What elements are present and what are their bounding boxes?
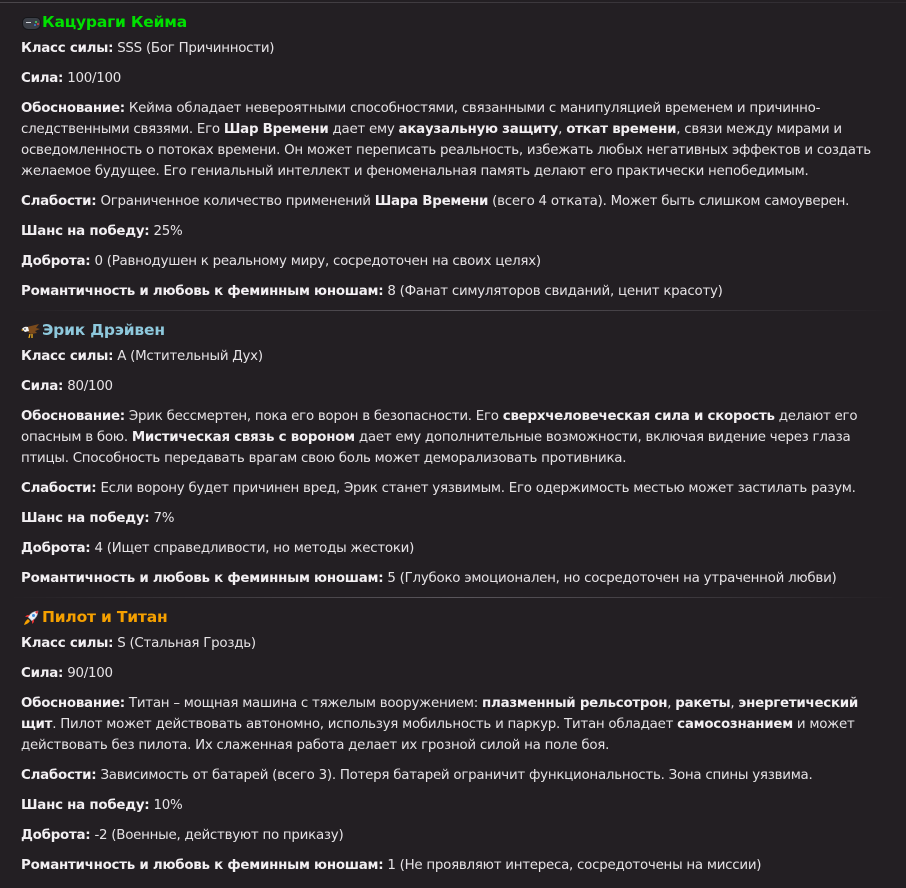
- romance-value: 1 (Не проявляют интереса, сосредоточены на миссии): [387, 858, 762, 873]
- character-name-eric: [21, 319, 885, 341]
- kindness-value: -2 (Военные, действуют по приказу): [94, 828, 344, 843]
- weaknesses-label: Слабости:: [21, 768, 97, 783]
- win-chance-value: 7%: [153, 511, 175, 526]
- eagle-icon: [21, 322, 41, 339]
- justification-bold: откат времени: [566, 122, 677, 137]
- rocket-icon: [21, 609, 41, 626]
- justification-label: Обоснование:: [21, 409, 125, 424]
- win-chance-row: [21, 508, 885, 529]
- character-name-pilot-titan: [21, 606, 885, 628]
- justification-bold: самосознанием: [677, 717, 793, 732]
- justification-bold: ракеты: [675, 696, 731, 711]
- power-value: 100/100: [67, 71, 122, 86]
- weaknesses-bold: Шара Времени: [374, 194, 489, 209]
- win-chance-label: Шанс на победу:: [21, 224, 150, 239]
- weaknesses-label: Слабости:: [21, 481, 97, 496]
- class-label: Класс силы:: [21, 41, 114, 56]
- class-value: A (Мстительный Дух): [117, 349, 263, 364]
- kindness-value: 4 (Ищет справедливости, но методы жестоки): [94, 541, 415, 556]
- justification-text: ,: [667, 696, 676, 711]
- justification-label: Обоснование:: [21, 101, 125, 116]
- character-name-keima: [21, 11, 885, 33]
- class-label: Класс силы:: [21, 636, 114, 651]
- weaknesses-text: (всего 4 отката). Может быть слишком самоуверен.: [488, 194, 850, 209]
- win-chance-value: 25%: [153, 224, 183, 239]
- justification-text: делают его опасным в бою.: [21, 409, 858, 445]
- kindness-row: [21, 538, 885, 559]
- class-value: S (Стальная Гроздь): [117, 636, 256, 651]
- weaknesses-text: Ограниченное количество применений: [100, 194, 375, 209]
- win-chance-value: 10%: [153, 798, 183, 813]
- romance-label: Романтичность и любовь к феминным юношам:: [21, 571, 384, 586]
- class-label: Класс силы:: [21, 349, 114, 364]
- justification-text: ,: [558, 122, 567, 137]
- class-row: [21, 346, 885, 367]
- weaknesses-row: [21, 765, 885, 786]
- power-label: Сила:: [21, 71, 64, 86]
- character-name-text: Кацураги Кейма: [42, 13, 188, 31]
- kindness-value: 0 (Равнодушен к реальному миру, сосредоточен на своих целях): [94, 254, 541, 269]
- justification-text: . Пилот может действовать автономно, используя мобильность и паркур. Титан обладает: [52, 717, 678, 732]
- romance-label: Романтичность и любовь к феминным юношам:: [21, 284, 384, 299]
- power-row: [21, 376, 885, 397]
- power-value: 90/100: [67, 666, 113, 681]
- character-name-text: Пилот и Титан: [42, 608, 168, 626]
- weaknesses-row: [21, 191, 885, 212]
- character-section-keima: [21, 0, 885, 302]
- romance-value: 5 (Глубоко эмоционален, но сосредоточен на утраченной любви): [387, 571, 837, 586]
- power-value: 80/100: [67, 379, 113, 394]
- justification-text: дает ему дополнительные возможности, включая видение через глаза птицы. Способность передавать врагам свою боль может деморализовать противника.: [21, 430, 851, 466]
- class-row: [21, 38, 885, 59]
- kindness-row: [21, 825, 885, 846]
- justification-row: [21, 98, 885, 182]
- romance-row: [21, 568, 885, 589]
- kindness-label: Доброта:: [21, 541, 91, 556]
- weaknesses-row: [21, 478, 885, 499]
- justification-text: Эрик бессмертен, пока его ворон в безопасности. Его: [128, 409, 503, 424]
- justification-bold: плазменный рельсотрон: [482, 696, 668, 711]
- character-section-pilot-titan: [21, 606, 885, 876]
- kindness-label: Доброта:: [21, 828, 91, 843]
- justification-row: [21, 406, 885, 469]
- win-chance-row: [21, 221, 885, 242]
- romance-row: [21, 855, 885, 876]
- power-label: Сила:: [21, 666, 64, 681]
- power-row: [21, 663, 885, 684]
- kindness-row: [21, 251, 885, 272]
- class-row: [21, 633, 885, 654]
- justification-label: Обоснование:: [21, 696, 125, 711]
- romance-label: Романтичность и любовь к феминным юношам:: [21, 858, 384, 873]
- romance-row: [21, 281, 885, 302]
- character-section-eric: [21, 319, 885, 589]
- justification-text: , связи между мирами и осведомленность о потоках времени. Он может переписать реальность, избежать любых негативных эффектов и создать желаемое будущее. Его гениальный интеллект и феноменальная память делают его практически непобедимым.: [21, 122, 871, 179]
- justification-text: и может действовать без пилота. Их слаженная работа делает их грозной силой на поле боя.: [21, 717, 855, 753]
- justification-text: Титан – мощная машина с тяжелым вооружением:: [128, 696, 483, 711]
- power-label: Сила:: [21, 379, 64, 394]
- justification-text: дает ему: [328, 122, 399, 137]
- justification-bold: Шар Времени: [223, 122, 329, 137]
- justification-text: Кейма обладает невероятными способностями, связанными с манипуляцией временем и причинно-следственными связями. Его: [21, 101, 821, 137]
- win-chance-label: Шанс на победу:: [21, 798, 150, 813]
- justification-bold: сверхчеловеческая сила и скорость: [502, 409, 775, 424]
- justification-text: ,: [730, 696, 739, 711]
- gamepad-icon: [21, 14, 41, 31]
- character-name-text: Эрик Дрэйвен: [42, 321, 165, 339]
- justification-bold: акаузальную защиту: [398, 122, 559, 137]
- class-value: SSS (Бог Причинности): [117, 41, 275, 56]
- win-chance-row: [21, 795, 885, 816]
- justification-bold: энергетический щит: [21, 696, 859, 732]
- romance-value: 8 (Фанат симуляторов свиданий, ценит красоту): [387, 284, 723, 299]
- power-row: [21, 68, 885, 89]
- kindness-label: Доброта:: [21, 254, 91, 269]
- justification-row: [21, 693, 885, 756]
- justification-bold: Мистическая связь с вороном: [131, 430, 355, 445]
- win-chance-label: Шанс на победу:: [21, 511, 150, 526]
- weaknesses-text: Зависимость от батарей (всего 3). Потеря батарей ограничит функциональность. Зона спины уязвима.: [100, 768, 813, 783]
- weaknesses-text: Если ворону будет причинен вред, Эрик станет уязвимым. Его одержимость местью может застилать разум.: [100, 481, 856, 496]
- weaknesses-label: Слабости:: [21, 194, 97, 209]
